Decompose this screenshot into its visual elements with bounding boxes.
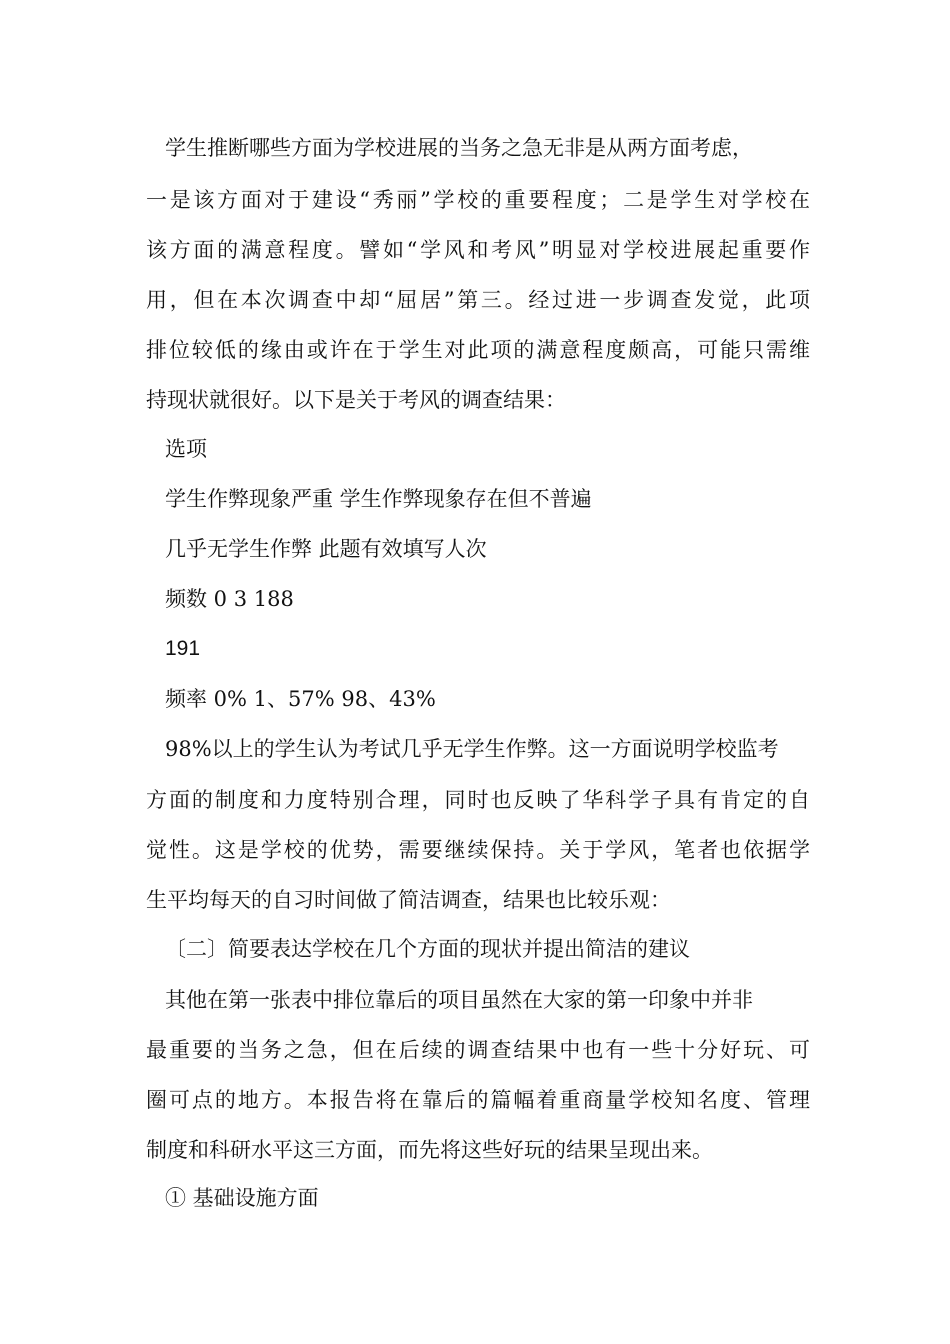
paragraph-1-line-1: 学生推断哪些方面为学校进展的当务之急无非是从两方面考虑， [165, 136, 753, 160]
paragraph-2-line-4: 生平均每天的自习时间做了简洁调查，结果也比较乐观： [146, 888, 671, 912]
survey-options-row-1: 学生作弊现象严重 学生作弊现象存在但不普遍 [165, 487, 592, 511]
subsection-heading: ① 基础设施方面 [165, 1186, 319, 1210]
section-heading: 〔二〕简要表达学校在几个方面的现状并提出简洁的建议 [165, 937, 690, 961]
paragraph-2-line-3: 觉性。这是学校的优势，需要继续保持。关于学风，笔者也依据学 [146, 838, 810, 862]
survey-options-row-2: 几乎无学生作弊 此题有效填写人次 [165, 537, 487, 561]
paragraph-3-line-3: 圈可点的地方。本报告将在靠后的篇幅着重商量学校知名度、管理 [146, 1088, 810, 1112]
survey-options-label: 选项 [165, 437, 207, 461]
paragraph-1-line-2: 一是该方面对于建设“秀丽”学校的重要程度；二是学生对学校在 [146, 188, 810, 212]
paragraph-3-line-1: 其他在第一张表中排位靠后的项目虽然在大家的第一印象中并非 [165, 988, 753, 1012]
paragraph-2-line-2: 方面的制度和力度特别合理，同时也反映了华科学子具有肯定的自 [146, 788, 810, 812]
paragraph-2-line-1: 98%以上的学生认为考试几乎无学生作弊。这一方面说明学校监考 [165, 737, 779, 761]
survey-rate-row: 频率 0% 1、57% 98、43% [165, 687, 436, 711]
paragraph-1-line-4: 用，但在本次调查中却“屈居”第三。经过进一步调查发觉，此项 [146, 288, 810, 312]
survey-frequency-row: 频数 0 3 188 [165, 587, 294, 611]
paragraph-1-line-3: 该方面的满意程度。譬如“学风和考风”明显对学校进展起重要作 [146, 238, 810, 262]
paragraph-3-line-4: 制度和科研水平这三方面，而先将这些好玩的结果呈现出来。 [146, 1138, 713, 1162]
paragraph-3-line-2: 最重要的当务之急，但在后续的调查结果中也有一些十分好玩、可 [146, 1038, 810, 1062]
paragraph-1-line-6: 持现状就很好。以下是关于考风的调查结果： [146, 388, 566, 412]
paragraph-1-line-5: 排位较低的缘由或许在于学生对此项的满意程度颇高，可能只需维 [146, 338, 810, 362]
survey-frequency-total: 191 [165, 637, 201, 660]
